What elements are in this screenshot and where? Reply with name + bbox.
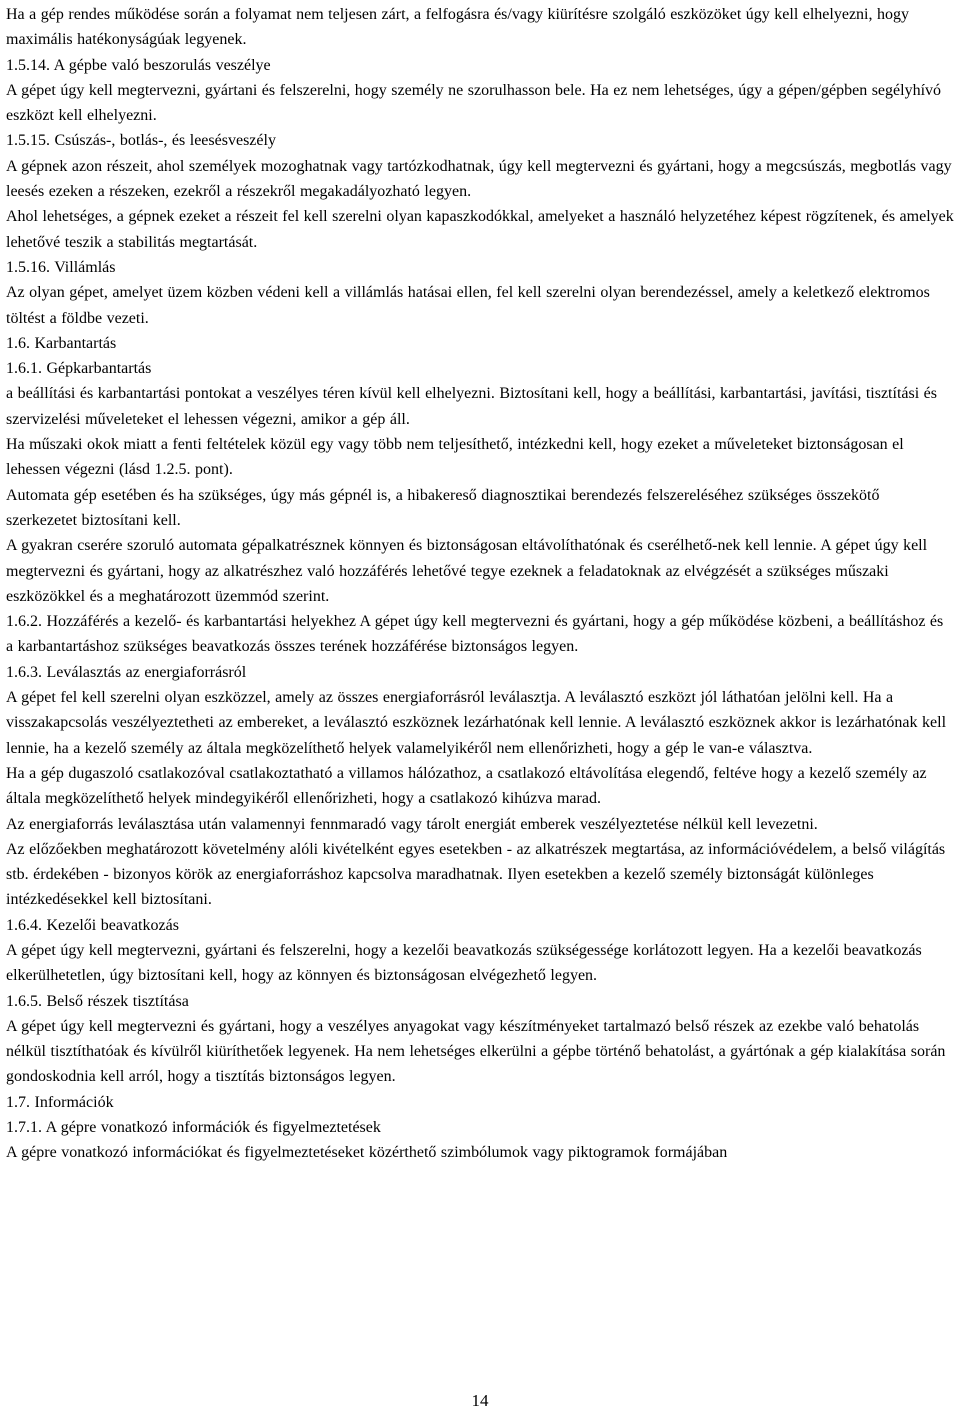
paragraph: Az előzőekben meghatározott követelmény alóli kivételként egyes esetekben - az alkatrészek megtartása, az információvédelem, a belső világítás stb. érdekében - bizonyos körök az energiaforráshoz kapcsolva maradhatnak. Ilyen esetekben a kezelő személy biztonságát különleges intézkedésekkel kell biztosítani.: [6, 840, 946, 909]
paragraph: A gépre vonatkozó információkat és figyelmeztetéseket közérthető szimbólumok vagy piktogramok formájában: [6, 1144, 728, 1162]
paragraph: 1.6.2. Hozzáférés a kezelő- és karbantartási helyekhez A gépet úgy kell megtervezni és gyártani, hogy a gép működése közbeni, a beállításhoz és a karbantartáshoz szükséges beavatkozás összes terének hozzáférése biztonságos legyen.: [6, 613, 944, 656]
paragraph: A gépet úgy kell megtervezni, gyártani és felszerelni, hogy a kezelői beavatkozás szükségessége korlátozott legyen. Ha a kezelői beavatkozás elkerülhetetlen, úgy biztosítani kell, hogy az könnyen és biztonságosan elvégezhető legyen.: [6, 941, 922, 985]
page-number: 14: [471, 1391, 489, 1410]
section-heading: 1.5.16. Villámlás: [6, 258, 116, 276]
paragraph: Ha a gép rendes működése során a folyamat nem teljesen zárt, a felfogásra és/vagy kiürítésre szolgáló eszközöket úgy kell elhelyezni, hogy maximális hatékonyságúak legyenek.: [6, 6, 909, 49]
section-heading: 1.7.1. A gépre vonatkozó információk és figyelmeztetések: [6, 1119, 381, 1137]
section-heading: 1.5.15. Csúszás-, botlás-, és leesésveszély: [6, 132, 276, 150]
paragraph: Ahol lehetséges, a gépnek ezeket a részeit fel kell szerelni olyan kapaszkodókkal, amelyeket a használó helyzetéhez képest rögzítenek, és amelyek lehetővé teszik a stabilitás megtartását.: [6, 208, 954, 251]
paragraph: A gépet úgy kell megtervezni és gyártani, hogy a veszélyes anyagokat vagy készítményeket tartalmazó belső részek az ezekbe való behatolás nélkül tisztíthatóak és kívülről kiüríthetőek legyenek. Ha nem lehetséges elkerülni a gépbe történő behatolást, a gyártónak a gép kialakítása során gondoskodnia kell arról, hogy a tisztítás biztonságos legyen.: [6, 1017, 946, 1086]
paragraph: A gépet fel kell szerelni olyan eszközzel, amely az összes energiaforrásról leválasztja. A leválasztó eszközt jól láthatóan jelölni kell. Ha a visszakapcsolás veszélyeztetheti az embereket, a leválasztó eszköznek lezárhatónak kell lennie. A leválasztó eszköznek akkor is lezárhatónak kell lennie, ha a kezelő személy az általa megközelíthető helyek valamelyikéről nem ellenőrizheti, hogy a gép le van-e választva.: [6, 689, 947, 757]
section-heading: 1.5.14. A gépbe való beszorulás veszélye: [6, 56, 271, 74]
paragraph: A gépnek azon részeit, ahol személyek mozoghatnak vagy tartózkodhatnak, úgy kell megtervezni és gyártani, hogy a megcsúszás, megbotlás vagy leesés ezeken a részeken, ezekről a részekről megakadályozható legyen.: [6, 157, 952, 201]
section-heading: 1.6. Karbantartás: [6, 334, 117, 352]
section-heading: 1.7. Információk: [6, 1093, 114, 1111]
paragraph: A gyakran cserére szoruló automata gépalkatrésznek könnyen és biztonságosan eltávolíthatónak és cserélhető-nek kell lennie. A gépet úgy kell megtervezni és gyártani, hogy az alkatrészhez való hozzáférés lehetővé tegye ezeknek a feladatoknak az elvégzését a szükséges műszaki eszközökkel és a meghatározott üzemmód szerint.: [6, 537, 928, 605]
paragraph: Automata gép esetében és ha szükséges, úgy más gépnél is, a hibakereső diagnosztikai berendezés felszereléséhez szükséges összekötő szerkezetet biztosítani kell.: [6, 486, 880, 529]
section-heading: 1.6.1. Gépkarbantartás: [6, 360, 152, 378]
section-heading: 1.6.3. Leválasztás az energiaforrásról: [6, 663, 247, 681]
paragraph: Az energiaforrás leválasztása után valamennyi fennmaradó vagy tárolt energiát emberek veszélyeztetése nélkül kell levezetni.: [6, 815, 818, 833]
section-heading: 1.6.5. Belső részek tisztítása: [6, 992, 189, 1010]
paragraph: Ha a gép dugaszoló csatlakozóval csatlakoztatható a villamos hálózathoz, a csatlakozó eltávolítása elegendő, feltéve hogy a kezelő személy az általa megközelíthető helyek mindegyikéről ellenőrizheti, hogy a csatlakozó kihúzva marad.: [6, 764, 927, 808]
paragraph: Az olyan gépet, amelyet üzem közben védeni kell a villámlás hatásai ellen, fel kell szerelni olyan berendezéssel, amely a keletkező elektromos töltést a földbe vezeti.: [6, 284, 930, 327]
section-heading: 1.6.4. Kezelői beavatkozás: [6, 916, 179, 934]
document-body: [6, 2, 954, 1166]
paragraph: A gépet úgy kell megtervezni, gyártani és felszerelni, hogy személy ne szorulhasson bele. Ha ez nem lehetséges, úgy a gépen/gépben segélyhívó eszközt kell elhelyezni.: [6, 81, 942, 125]
paragraph: Ha műszaki okok miatt a fenti feltételek közül egy vagy több nem teljesíthető, intézkedni kell, hogy ezeket a műveleteket biztonságosan el lehessen végezni (lásd 1.2.5. pont).: [6, 436, 904, 479]
paragraph: a beállítási és karbantartási pontokat a veszélyes téren kívül kell elhelyezni. Biztosítani kell, hogy a beállítási, karbantartási, javítási, tisztítási és szervizelési műveleteket el lehessen végezni, amikor a gép áll.: [6, 385, 937, 428]
